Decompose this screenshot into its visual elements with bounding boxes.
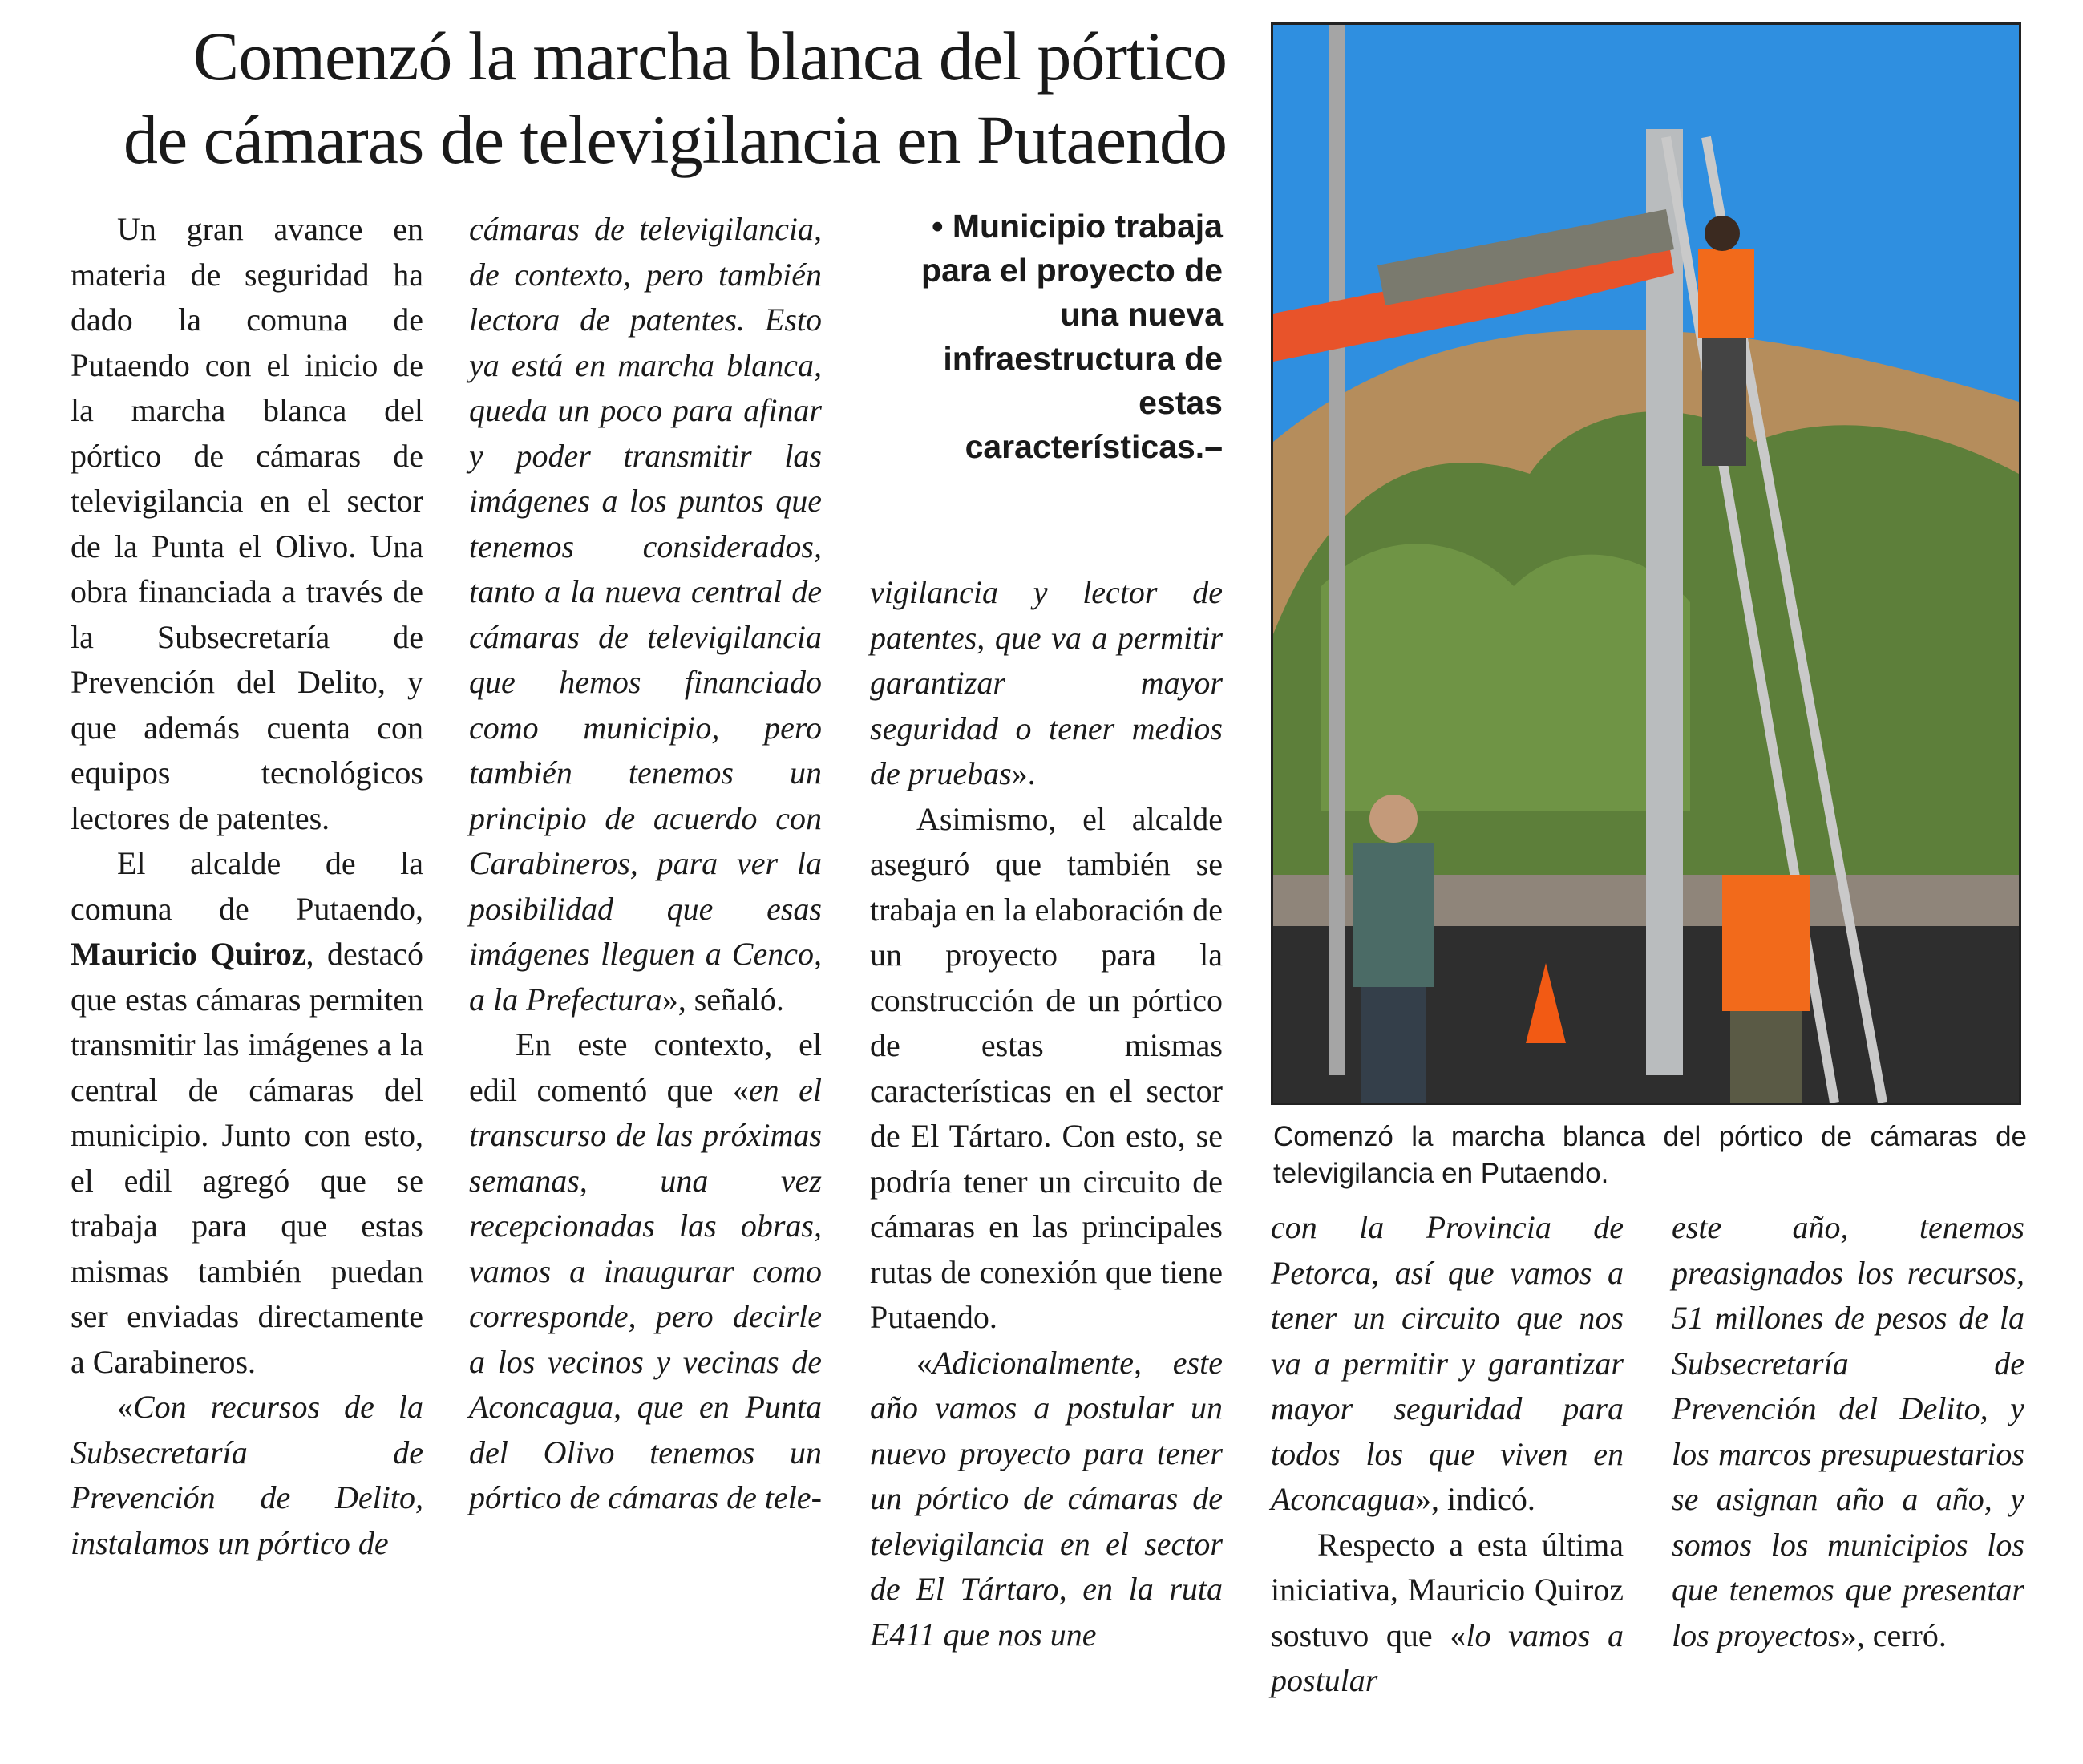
quote: vigilancia y lector de patentes, que va a permitir garantizar mayor seguridad o tener medios de pruebas bbox=[870, 574, 1223, 791]
headline-line-1: Comenzó la marcha blanca del pórtico bbox=[192, 18, 1227, 95]
headline bbox=[56, 14, 1227, 181]
article-column-2 bbox=[469, 207, 822, 1521]
article-column-4 bbox=[1271, 1205, 1624, 1704]
article-column-5 bbox=[1672, 1205, 2024, 1658]
quote: en el transcurso de las próximas semanas, una vez recepcionadas las obras, vamos a inaugurar como corresponde, pero decirle a los vecinos y vecinas de Aconcagua, que en Punta del Olivo tenemos un pórtico de cámaras de tele- bbox=[469, 1071, 823, 1515]
article-column-3 bbox=[870, 570, 1223, 1657]
street-light-pole bbox=[1329, 25, 1345, 1075]
man-head bbox=[1369, 795, 1418, 843]
paragraph bbox=[870, 570, 1223, 797]
photo-illustration bbox=[1273, 25, 2019, 1102]
text: En este contexto, el edil comentó que « bbox=[469, 1026, 822, 1108]
quote: Con recursos de la Subsecretaría de Prevención de Delito, instalamos un pórtico de bbox=[71, 1389, 423, 1561]
quote-mark: « bbox=[117, 1389, 133, 1425]
text: », indicó. bbox=[1414, 1481, 1535, 1517]
headline-line-2: de cámaras de televigilancia en Putaendo bbox=[123, 101, 1227, 178]
man-shirt bbox=[1353, 843, 1434, 987]
paragraph: Asimismo, el alcalde aseguró que también se trabaja en la elaboración de un proyecto para la construcción de un pórtico de estas mismas características en el sector de El Tártaro. Con esto, se podría tener un circuito de cámaras en las principales rutas de conexión que tiene Putaendo. bbox=[870, 800, 1223, 1335]
paragraph bbox=[469, 1022, 822, 1521]
text: ». bbox=[1011, 755, 1036, 791]
quote: con la Provincia de Petorca, así que vamos a tener un circuito que nos va a permitir y garantizar mayor seguridad para todos los que viven en Aconcagua bbox=[1271, 1209, 1624, 1517]
text: El alcalde de la comuna de Putaendo, bbox=[71, 845, 423, 927]
quote: cámaras de televigilancia, de contexto, pero también lectora de patentes. Esto ya está en marcha blanca, queda un poco para afinar y poder transmitir las imágenes a los puntos que tenemos considerados, tanto a la nueva central de cámaras de televigilancia que hemos financiado como municipio, pero también tenemos un principio de acuerdo con Carabineros, para ver la posibilidad que esas imágenes lleguen a Cenco, a la Prefectura bbox=[469, 211, 822, 1018]
mayor-name: Mauricio Quiroz bbox=[71, 936, 306, 972]
paragraph bbox=[1672, 1205, 2024, 1658]
man-pants bbox=[1361, 987, 1426, 1102]
text: , destacó que estas cámaras permiten transmitir las imágenes a la central de cámaras del municipio. Junto con esto, el edil agregó que se trabaja para que estas mismas también puedan ser enviadas directamente a Carabineros. bbox=[71, 936, 423, 1380]
text: », cerró. bbox=[1840, 1616, 1947, 1653]
trees-front bbox=[1321, 544, 1690, 811]
quote: este año, tenemos preasignados los recursos, 51 millones de pesos de la Subsecretaría de Prevención del Delito, y los marcos presupuestarios se asignan año a año, y somos los municipios los que tenemos que presentar los proyectos bbox=[1672, 1209, 2024, 1653]
photo-caption: Comenzó la marcha blanca del pórtico de cámaras de televigilancia en Putaendo. bbox=[1273, 1121, 2027, 1189]
worker-legs bbox=[1730, 1011, 1802, 1102]
paragraph: Un gran avance en materia de seguridad ha dado la comuna de Putaendo con el inicio de la marcha blanca del pórtico de cámaras de televigilancia en el sector de la Punta el Olivo. Una obra financiada a través de la Subsecretaría de Prevención del Delito, y que además cuenta con equipos tecnológicos lectores de patentes. bbox=[71, 211, 423, 836]
paragraph bbox=[1271, 1205, 1624, 1523]
quote: lo vamos a postular bbox=[1271, 1616, 1624, 1698]
worker-legs bbox=[1702, 338, 1746, 466]
paragraph bbox=[870, 1341, 1223, 1658]
worker-vest bbox=[1722, 875, 1810, 1011]
text: Respecto a esta última iniciativa, Mauricio Quiroz sostuvo que « bbox=[1271, 1526, 1624, 1653]
worker-vest bbox=[1698, 249, 1754, 338]
text: », señaló. bbox=[661, 981, 784, 1018]
summary-bullet: • Municipio trabaja para el proyecto de una nueva infraestructura de estas características.– bbox=[921, 208, 1223, 465]
article-column-1 bbox=[71, 207, 423, 1566]
article-photo bbox=[1271, 22, 2021, 1105]
quote-mark: « bbox=[916, 1344, 932, 1381]
paragraph bbox=[1271, 1523, 1624, 1704]
worker-head bbox=[1705, 216, 1740, 251]
paragraph bbox=[71, 1385, 423, 1566]
quote: Adicionalmente, este año vamos a postular un nuevo proyecto para tener un pórtico de cámaras de televigilancia en el sector de El Tártaro, en la ruta E411 que nos une bbox=[870, 1344, 1223, 1653]
paragraph bbox=[469, 207, 822, 1022]
paragraph bbox=[71, 841, 423, 1385]
